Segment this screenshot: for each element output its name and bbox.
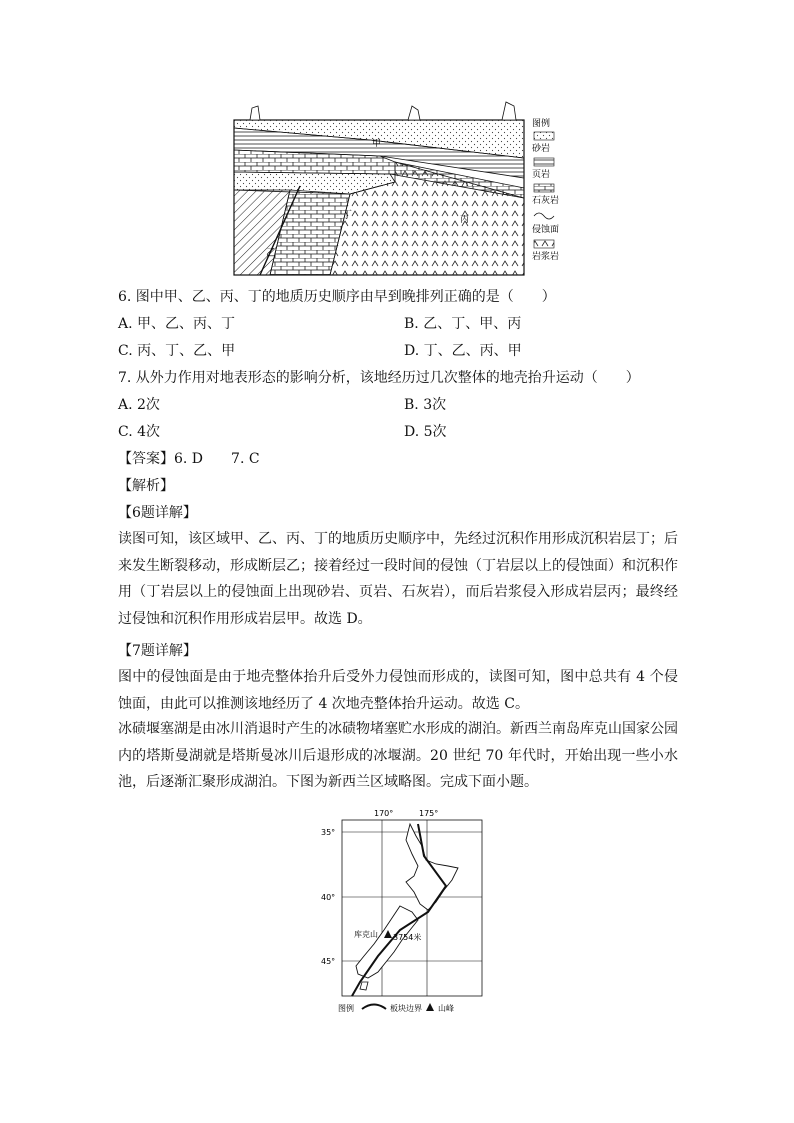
peak-name: 库克山 [354,930,378,939]
question-6-stem: 6. 图中甲、乙、丙、丁的地质历史顺序由早到晚排列正确的是（ ） [118,289,556,305]
lat-label-40: 40° [321,893,336,902]
q6-option-d: D. 丁、乙、丙、甲 [404,343,522,359]
question-7-stem: 7. 从外力作用对地表形态的影响分析，该地经历过几次整体的地壳抬升运动（ ） [118,370,640,386]
q6-option-c: C. 丙、丁、乙、甲 [118,343,236,359]
q6-option-a: A. 甲、乙、丙、丁 [118,316,236,332]
q7-option-c: C. 4次 [118,424,161,440]
q6-detail-label: 【6题详解】 [118,505,197,521]
passage-text: 冰碛堰塞湖是由冰川消退时产生的冰碛物堵塞贮水形成的湖泊。新西兰南岛库克山国家公园内的塔斯曼湖就是塔斯曼冰川后退形成的冰堰湖。20 世纪 70 年代时，开始出现一些小水池，后逐渐汇聚形成湖泊。下图为新西兰区域略图。完成下面小题。 [118,721,678,790]
legend-igneous: 岩浆岩 [532,252,560,262]
legend-sandstone: 砂岩 [532,144,551,154]
answer-label: 【答案】 [118,451,174,467]
legend-shale: 页岩 [532,170,551,180]
legend-title: 图例 [532,119,551,129]
map-legend-title: 图例 [338,1004,354,1013]
q7-option-a: A. 2次 [118,397,160,413]
new-zealand-map [318,806,488,1018]
layer-label-yi: 乙 [266,248,276,259]
legend-limestone: 石灰岩 [532,196,560,206]
lon-label-170: 170° [374,809,394,818]
q7-detail-label: 【7题详解】 [118,643,197,659]
q7-option-b: B. 3次 [404,397,447,413]
answer-text: 6. D 7. C [174,451,260,467]
legend-erosion-surface: 侵蚀面 [532,225,560,235]
q6-detail-text: 读图可知，该区域甲、乙、丙、丁的地质历史顺序中，先经过沉积作用形成沉积岩层丁；后来发生断裂移动，形成断层乙；接着经过一段时间的侵蚀（丁岩层以上的侵蚀面）和沉积作用（丁岩层以上的侵蚀面上出现砂岩、页岩、石灰岩），而后岩浆侵入形成岩层丙；最终经过侵蚀和沉积作用形成岩层甲。故选 D。 [118,531,678,627]
geologic-section-figure [230,98,570,278]
analysis-label: 【解析】 [118,478,174,494]
q7-detail-text: 图中的侵蚀面是由于地壳整体抬升后受外力侵蚀而形成的，读图可知，图中总共有 4 个侵蚀面，由此可以推测该地经历了 4 次地壳整体抬升运动。故选 C。 [118,669,678,712]
map-legend-peak: 山峰 [438,1004,454,1013]
peak-height: 3754米 [393,933,422,942]
layer-label-jia: 甲 [372,139,382,149]
layer-label-bing: 丙 [460,215,470,225]
lat-label-35: 35° [321,828,336,837]
map-legend-boundary: 板块边界 [390,1004,422,1013]
answer-line [118,449,260,469]
plate-boundary-legend-icon [362,1005,386,1010]
layer-label-ding: 丁 [342,210,352,221]
q7-option-d: D. 5次 [404,424,447,440]
lat-label-45: 45° [321,957,336,966]
q6-option-b: B. 乙、丁、甲、丙 [404,316,522,332]
lon-label-175: 175° [419,809,439,818]
peak-legend-icon [426,1003,434,1011]
